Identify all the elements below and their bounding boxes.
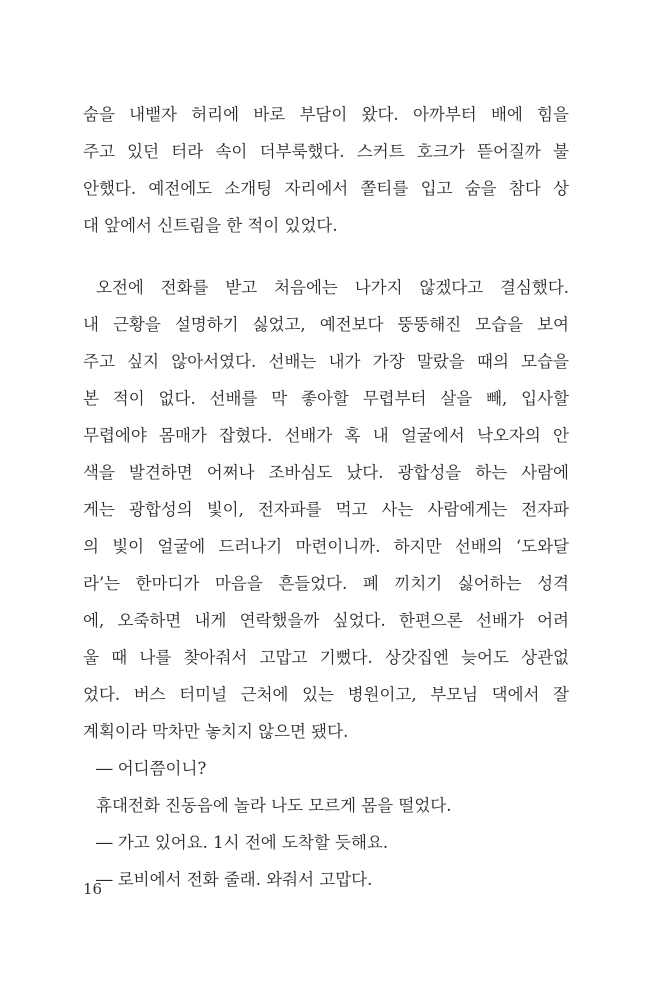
paragraph [83,269,569,898]
body-text [83,96,569,898]
text-line: 었다. 버스 터미널 근처에 있는 병원이고, 부모님 댁에서 잘 [83,685,569,704]
text-line: 내 근황을 설명하기 싫었고, 예전보다 뚱뚱해진 모습을 보여 [83,315,569,334]
text-line: 본 적이 없다. 선배를 막 좋아할 무렵부터 살을 빼, 입사할 [83,389,569,408]
text-line: 무렵에야 몸매가 잡혔다. 선배가 혹 내 얼굴에서 낙오자의 안 [83,426,569,445]
text-line: 울 때 나를 찾아줘서 고맙고 기뻤다. 상갓집엔 늦어도 상관없 [83,648,569,667]
page-number: 16 [83,880,103,898]
text-line: ― 로비에서 전화 줄래. 와줘서 고맙다. [96,870,373,889]
text-line: ― 가고 있어요. 1시 전에 도착할 듯해요. [96,833,389,852]
text-line: 주고 있던 터라 속이 더부룩했다. 스커트 호크가 뜯어질까 불 [83,142,569,161]
text-line: 휴대전화 진동음에 놀라 나도 모르게 몸을 떨었다. [96,796,452,815]
text-line: 라’는 한마디가 마음을 흔들었다. 폐 끼치기 싫어하는 성격 [83,574,569,593]
text-line: 숨을 내뱉자 허리에 바로 부담이 왔다. 아까부터 배에 힘을 [83,105,569,124]
text-line: 게는 광합성의 빛이, 전자파를 먹고 사는 사람에게는 전자파 [83,500,569,519]
text-line: 색을 발견하면 어쩌나 조바심도 났다. 광합성을 하는 사람에 [83,463,569,482]
text-line: 에, 오죽하면 내게 연락했을까 싶었다. 한편으론 선배가 어려 [83,611,569,630]
paragraph [83,96,569,244]
text-line: 주고 싶지 않아서였다. 선배는 내가 가장 말랐을 때의 모습을 [83,352,569,371]
paragraph-gap [83,244,569,269]
text-line: ― 어디쯤이니? [96,759,207,778]
text-line: 의 빛이 얼굴에 드러나기 마련이니까. 하지만 선배의 ‘도와달 [83,537,569,556]
text-line: 안했다. 예전에도 소개팅 자리에서 쫄티를 입고 숨을 참다 상 [83,179,569,198]
text-line: 계획이라 막차만 놓치지 않으면 됐다. [83,722,349,741]
text-line: 대 앞에서 신트림을 한 적이 있었다. [83,216,338,235]
text-line: 오전에 전화를 받고 처음에는 나가지 않겠다고 결심했다. [96,278,569,297]
